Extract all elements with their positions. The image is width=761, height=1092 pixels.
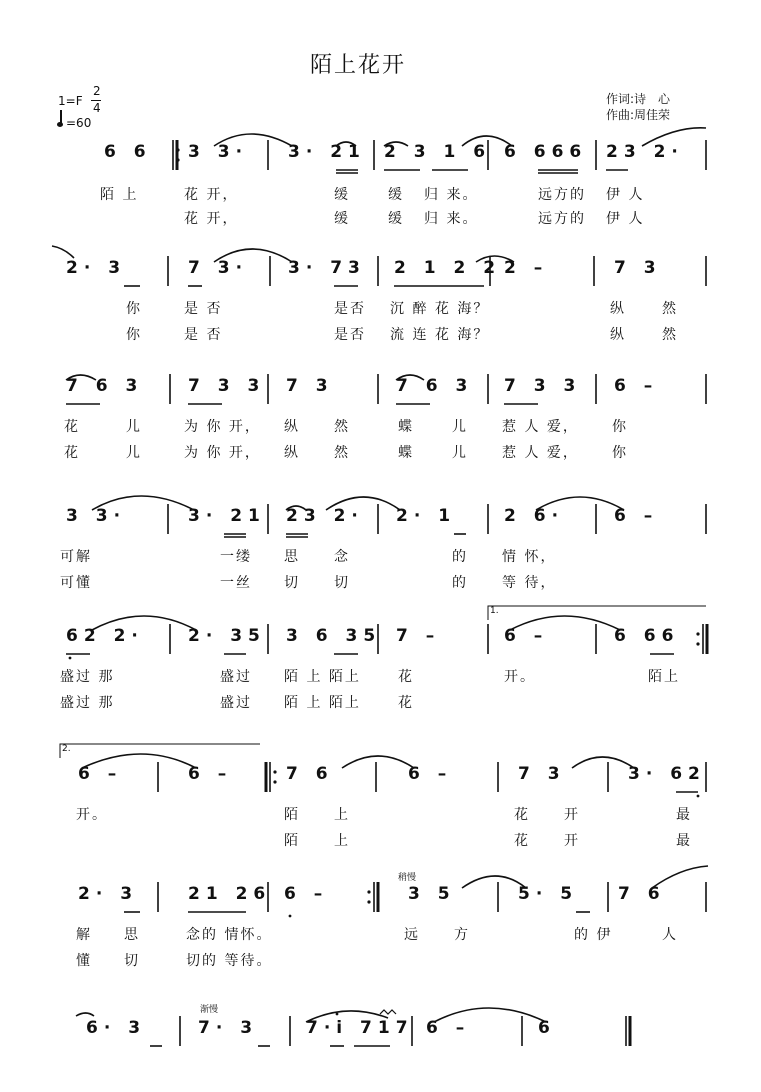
measure-notes: 6 – [426, 1018, 471, 1038]
lyric-word: 花 [514, 833, 530, 849]
measure-notes: 2 – [504, 258, 549, 278]
measure-notes: 3· 62 [628, 764, 706, 784]
lyric-verse-1 [0, 924, 761, 944]
lyric-verse-2 [0, 442, 761, 462]
measure-notes: 3 3· [188, 142, 249, 162]
lyric-verse-2 [0, 324, 761, 344]
lyric-word: 纵 [284, 445, 300, 461]
measure-notes: 2· 3 [66, 258, 127, 278]
measure-notes: 3 6 35 [286, 626, 382, 646]
tempo-mark-shaohuan: 稍慢 [398, 873, 417, 883]
lyric-word: 为 你 开， [184, 445, 261, 461]
lyric-word: 是否 [334, 327, 366, 343]
lyric-word: 远 [404, 927, 420, 943]
measure-notes: 6· 3 [86, 1018, 147, 1038]
lyric-word: 蝶 [398, 419, 414, 435]
measure-notes: 6 – [284, 884, 329, 904]
lyric-word: 纵 [610, 301, 626, 317]
lyric-word: 一缕 [220, 549, 252, 565]
measure-notes: 3· 21 [288, 142, 366, 162]
lyric-word: 缓 [388, 187, 404, 203]
tempo-mark: =60 [66, 116, 92, 130]
lyric-word: 念 [334, 549, 350, 565]
lyric-word: 是否 [334, 301, 366, 317]
measure-notes: 62 2· [66, 626, 144, 646]
time-signature-numerator: 2 [93, 84, 101, 98]
measure-notes: 7 3 [286, 376, 334, 396]
lyric-verse-1 [0, 666, 761, 686]
lyric-word: 缓 [334, 211, 350, 227]
lyric-verse-2 [0, 692, 761, 712]
lyric-word: 最 [676, 833, 692, 849]
lyric-word: 思 [284, 549, 300, 565]
lyric-word: 花 [398, 669, 414, 685]
measure-notes: 7 3 [518, 764, 566, 784]
measure-notes: 7· 3 [198, 1018, 259, 1038]
lyric-word: 一丝 [220, 575, 252, 591]
lyric-word: 归 来。 [424, 187, 479, 203]
measure-notes: 2· 1 [396, 506, 457, 526]
measure-notes: 6 – [504, 626, 549, 646]
lyric-word: 的 [452, 549, 468, 565]
lyric-word: 缓 [334, 187, 350, 203]
measure-notes: 6 [538, 1018, 556, 1038]
lyric-word: 你 [612, 419, 628, 435]
lyric-word: 花 [64, 419, 80, 435]
score-row-1 [0, 136, 761, 236]
lyric-word: 人 [662, 927, 678, 943]
lyric-word: 你 [126, 327, 142, 343]
lyric-word: 开 [564, 833, 580, 849]
lyric-verse-2 [0, 830, 761, 850]
measure-notes: 6 – [188, 764, 233, 784]
lyric-word: 你 [612, 445, 628, 461]
lyric-word: 陌 上 陌上 [284, 669, 361, 685]
measure-notes: 3· 21 [188, 506, 266, 526]
measure-notes: 7 – [396, 626, 441, 646]
measure-notes: 3· 73 [288, 258, 366, 278]
tempo-mark-jianhuan: 渐慢 [200, 1005, 219, 1015]
lyric-word: 盛过 那 [60, 695, 115, 711]
score-row-7 [0, 873, 761, 978]
measure-notes: 21 26 [188, 884, 272, 904]
lyric-word: 陌上 [648, 669, 680, 685]
lyric-word: 伊 人 [606, 211, 645, 227]
lyric-word: 花 [64, 445, 80, 461]
lyric-word: 蝶 [398, 445, 414, 461]
lyric-word: 远方的 [538, 187, 586, 203]
song-title: 陌上花开 [310, 53, 407, 78]
score-row-8 [0, 1005, 761, 1072]
measure-notes: 7 3 3 [504, 376, 582, 396]
lyric-word: 懂 [76, 953, 92, 969]
key-signature: 1=F [58, 94, 83, 108]
measure-notes: 6 66 [614, 626, 680, 646]
lyric-word: 解 [76, 927, 92, 943]
lyric-word: 盛过 [220, 695, 252, 711]
lyric-word: 伊 人 [606, 187, 645, 203]
lyric-word: 花 开， [184, 211, 239, 227]
measure-notes: 2· 35 [188, 626, 266, 646]
lyric-word: 思 [124, 927, 140, 943]
lyric-word: 的 伊 [574, 927, 613, 943]
lyric-word: 陌 上 [100, 187, 139, 203]
lyric-word: 为 你 开， [184, 419, 261, 435]
measure-notes: 7 6 [618, 884, 666, 904]
measure-notes: 23 2· [606, 142, 684, 162]
lyric-word: 切的 等待。 [186, 953, 273, 969]
lyric-word: 纵 [610, 327, 626, 343]
lyric-word: 陌 上 陌上 [284, 695, 361, 711]
lyric-word: 最 [676, 807, 692, 823]
lyric-verse-1 [0, 804, 761, 824]
lyric-word: 可解 [60, 549, 92, 565]
measure-notes: 2· 3 [78, 884, 139, 904]
lyric-word: 念的 情怀。 [186, 927, 273, 943]
lyric-word: 花 [514, 807, 530, 823]
measure-notes: 6 666 [504, 142, 588, 162]
lyric-word: 上 [334, 833, 350, 849]
measure-notes: 6 – [408, 764, 453, 784]
lyric-verse-2 [0, 572, 761, 592]
measure-notes: 3 3· [66, 506, 127, 526]
measure-notes: 7 6 3 [396, 376, 474, 396]
lyric-word: 开。 [504, 669, 536, 685]
lyric-word: 盛过 [220, 669, 252, 685]
measure-notes: 23 2· [286, 506, 364, 526]
lyric-word: 沉 醉 花 海？ [390, 301, 490, 317]
score-row-4 [0, 500, 761, 600]
lyric-word: 然 [334, 445, 350, 461]
score-row-6 [0, 744, 761, 858]
measure-notes: 6 – [614, 506, 659, 526]
lyric-word: 是 否 [184, 301, 223, 317]
lyric-word: 的 [452, 575, 468, 591]
lyric-word: 惹 人 爱， [502, 445, 579, 461]
lyric-word: 等 待， [502, 575, 557, 591]
lyric-word: 缓 [388, 211, 404, 227]
lyric-word: 然 [662, 301, 678, 317]
lyric-word: 归 来。 [424, 211, 479, 227]
measure-notes: 7·i 717 [306, 1018, 414, 1038]
measure-notes: 2 1 2 2 [394, 258, 502, 278]
lyric-word: 你 [126, 301, 142, 317]
lyric-word: 上 [334, 807, 350, 823]
lyricist-credit: 作词:诗 心 [606, 92, 671, 106]
row-8-markings [0, 1012, 761, 1062]
measure-notes: 2 3 1 6 [384, 142, 492, 162]
lyric-word: 惹 人 爱， [502, 419, 579, 435]
lyric-word: 开。 [76, 807, 108, 823]
measure-notes: 6 6 [104, 142, 152, 162]
measure-notes: 7 3 [614, 258, 662, 278]
score-row-2 [0, 252, 761, 352]
lyric-word: 然 [334, 419, 350, 435]
lyric-verse-1 [0, 546, 761, 566]
lyric-word: 方 [454, 927, 470, 943]
lyric-word: 花 [398, 695, 414, 711]
lyric-word: 盛过 那 [60, 669, 115, 685]
lyric-word: 是 否 [184, 327, 223, 343]
lyric-word: 儿 [126, 419, 142, 435]
lyric-word: 开 [564, 807, 580, 823]
volta-1-label: 1. [490, 606, 499, 616]
lyric-word: 切 [284, 575, 300, 591]
lyric-word: 然 [662, 327, 678, 343]
lyric-word: 儿 [452, 419, 468, 435]
lyric-word: 可懂 [60, 575, 92, 591]
lyric-word: 流 连 花 海？ [390, 327, 490, 343]
lyric-verse-2 [0, 950, 761, 970]
measure-notes: 3 5 [408, 884, 456, 904]
lyric-word: 切 [124, 953, 140, 969]
lyric-word: 陌 [284, 833, 300, 849]
time-signature-denominator: 4 [93, 101, 101, 115]
lyric-word: 儿 [452, 445, 468, 461]
quarter-note-head-icon [57, 122, 63, 127]
measure-notes: 6 – [78, 764, 123, 784]
lyric-word: 陌 [284, 807, 300, 823]
measure-notes: 2 6· [504, 506, 565, 526]
measure-notes: 7 6 3 [66, 376, 144, 396]
lyric-verse-1 [0, 184, 761, 204]
measure-notes: 6 – [614, 376, 659, 396]
volta-2-label: 2. [62, 744, 71, 754]
lyric-word: 远方的 [538, 211, 586, 227]
score-row-5 [0, 606, 761, 720]
lyric-verse-1 [0, 416, 761, 436]
measure-notes: 7 6 [286, 764, 334, 784]
lyric-word: 情 怀， [502, 549, 557, 565]
lyric-verse-2 [0, 208, 761, 228]
measure-notes: 5· 5 [518, 884, 579, 904]
lyric-verse-1 [0, 298, 761, 318]
lyric-word: 纵 [284, 419, 300, 435]
score-row-3 [0, 370, 761, 470]
measure-notes: 7 3· [188, 258, 249, 278]
measure-notes: 7 3 3 [188, 376, 266, 396]
lyric-word: 切 [334, 575, 350, 591]
lyric-word: 儿 [126, 445, 142, 461]
lyric-word: 花 开， [184, 187, 239, 203]
composer-credit: 作曲:周佳荣 [606, 108, 671, 122]
